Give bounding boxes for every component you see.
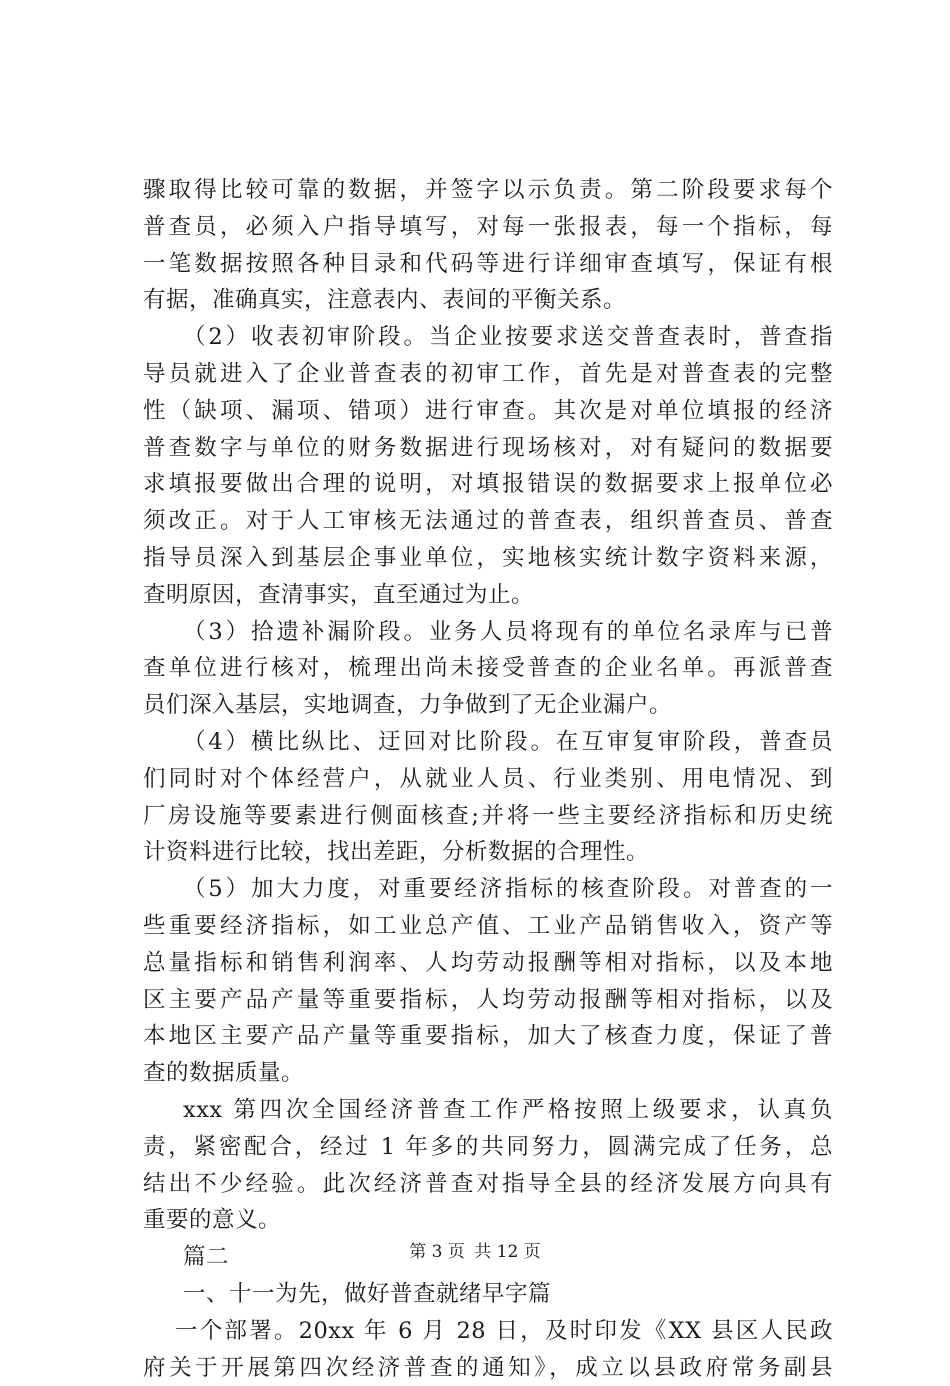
paragraph-line: （4）横比纵比、迂回对比阶段。在互审复审阶段，普查员 (143, 724, 833, 761)
paragraph-line: 责，紧密配合，经过 1 年多的共同努力，圆满完成了任务，总 (143, 1129, 833, 1166)
paragraph-line: 员们深入基层，实地调查，力争做到了无企业漏户。 (143, 687, 833, 724)
paragraph-line: 骤取得比较可靠的数据，并签字以示负责。第二阶段要求每个 (143, 172, 833, 209)
page-footer (0, 1237, 950, 1262)
paragraph-line: 指导员深入到基层企事业单位，实地核实统计数字资料来源， (143, 540, 833, 577)
paragraph-line: 些重要经济指标，如工业总产值、工业产品销售收入，资产等 (143, 908, 833, 945)
paragraph-line: 们同时对个体经营户，从就业人员、行业类别、用电情况、到 (143, 761, 833, 798)
paragraph-line: 重要的意义。 (143, 1202, 833, 1239)
paragraph-line: 查单位进行核对，梳理出尚未接受普查的企业名单。再派普查 (143, 650, 833, 687)
paragraph-line: 普查数字与单位的财务数据进行现场核对，对有疑问的数据要 (143, 430, 833, 467)
page-number: 第 3 页 (409, 1242, 465, 1262)
paragraph-line: （3）拾遗补漏阶段。业务人员将现有的单位名录库与已普 (143, 614, 833, 651)
paragraph-line: 查的数据质量。 (143, 1055, 833, 1092)
paragraph-line: 求填报要做出合理的说明，对填报错误的数据要求上报单位必 (143, 466, 833, 503)
paragraph-line: （2）收表初审阶段。当企业按要求送交普查表时，普查指 (143, 319, 833, 356)
paragraph-line: 区主要产品产量等重要指标，人均劳动报酬等相对指标，以及 (143, 982, 833, 1019)
paragraph-line: 普查员，必须入户指导填写，对每一张报表，每一个指标，每 (143, 209, 833, 246)
paragraph-line: 一个部署。20xx 年 6 月 28 日，及时印发《XX 县区人民政 (143, 1313, 833, 1350)
page-total: 共 12 页 (474, 1242, 540, 1262)
section-heading: 篇二 (143, 1239, 833, 1276)
paragraph-line: 须改正。对于人工审核无法通过的普查表，组织普查员、普查 (143, 503, 833, 540)
paragraph-line: 计资料进行比较，找出差距，分析数据的合理性。 (143, 834, 833, 871)
paragraph-line: 性（缺项、漏项、错项）进行审查。其次是对单位填报的经济 (143, 393, 833, 430)
paragraph-line: 本地区主要产品产量等重要指标，加大了核查力度，保证了普 (143, 1018, 833, 1055)
paragraph-line: 总量指标和销售利润率、人均劳动报酬等相对指标，以及本地 (143, 945, 833, 982)
paragraph-line: 导员就进入了企业普查表的初审工作，首先是对普查表的完整 (143, 356, 833, 393)
paragraph-line: 结出不少经验。此次经济普查对指导全县的经济发展方向具有 (143, 1166, 833, 1203)
section-subheading: 一、十一为先，做好普查就绪早字篇 (143, 1276, 833, 1313)
paragraph-line: 府关于开展第四次经济普查的通知》，成立以县政府常务副县 (143, 1350, 833, 1386)
paragraph-line: xxx 第四次全国经济普查工作严格按照上级要求，认真负 (143, 1092, 833, 1129)
paragraph-line: 厂房设施等要素进行侧面核查;并将一些主要经济指标和历史统 (143, 798, 833, 835)
paragraph-line: 一笔数据按照各种目录和代码等进行详细审查填写，保证有根 (143, 246, 833, 283)
paragraph-line: （5）加大力度，对重要经济指标的核查阶段。对普查的一 (143, 871, 833, 908)
paragraph-line: 有据，准确真实，注意表内、表间的平衡关系。 (143, 282, 833, 319)
paragraph-line: 查明原因，查清事实，直至通过为止。 (143, 577, 833, 614)
document-body (143, 172, 833, 1386)
